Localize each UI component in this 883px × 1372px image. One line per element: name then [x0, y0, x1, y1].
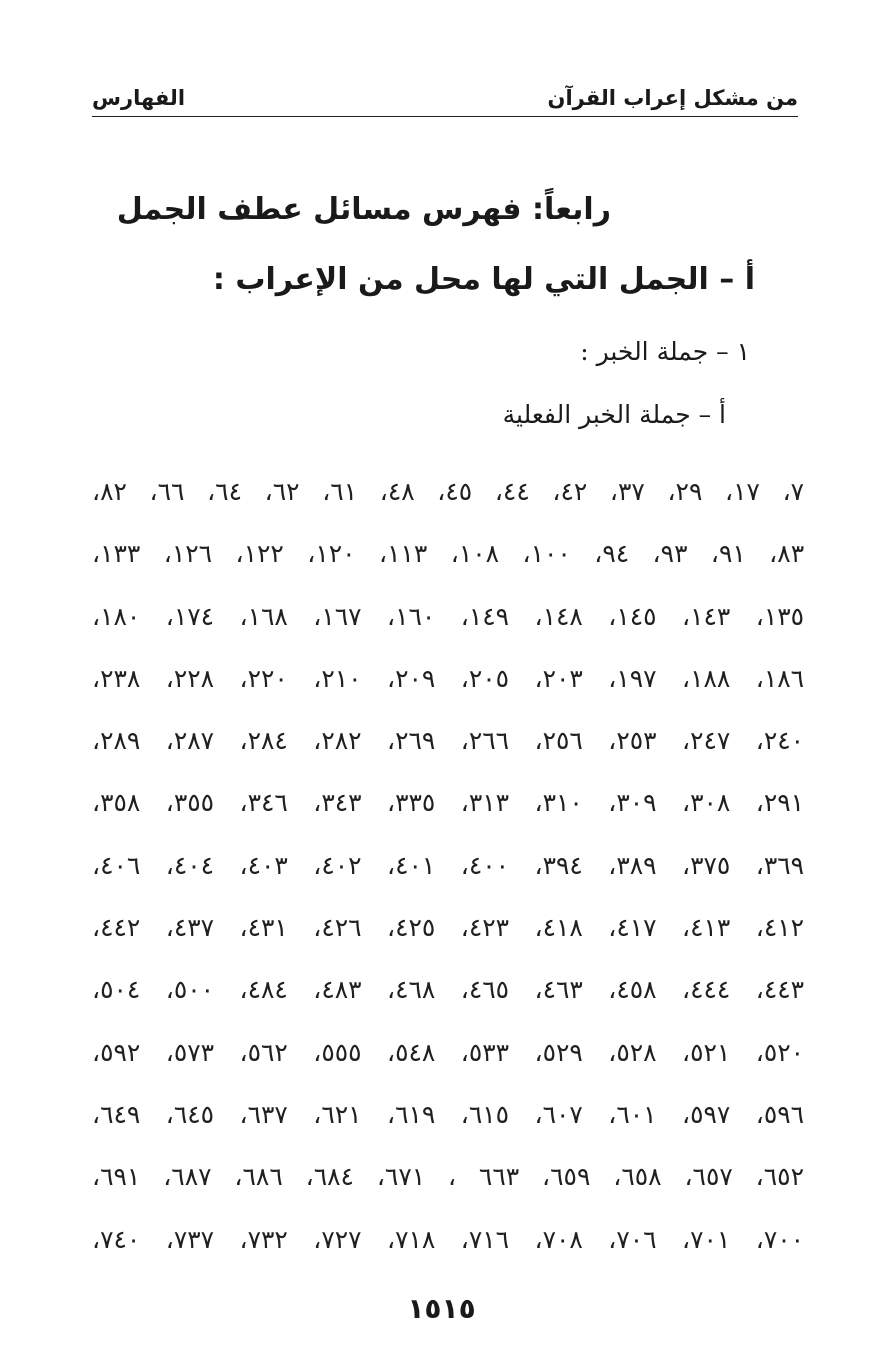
reference-line: ٤١٢، ٤١٣، ٤١٧، ٤١٨، ٤٢٣، ٤٢٥، ٤٢٦، ٤٣١، ٤٣٧، ٤٤٢، [92, 913, 805, 943]
reference-line: ٣٦٩، ٣٧٥، ٣٨٩، ٣٩٤، ٤٠٠، ٤٠١، ٤٠٢، ٤٠٣، ٤٠٤، ٤٠٦، [92, 850, 805, 880]
reference-line: ٧، ١٧، ٢٩، ٣٧، ٤٢، ٤٤، ٤٥، ٤٨، ٦١، ٦٢، ٦٤، ٦٦، ٨٢، [92, 477, 805, 506]
reference-line: ٨٣، ٩١، ٩٣، ٩٤، ١٠٠، ١٠٨، ١١٣، ١٢٠، ١٢٢، ١٢٦، ١٣٣، [92, 539, 805, 569]
chapter-title-header: الفهارس [92, 86, 186, 110]
section-title: رابعاً: فهرس مسائل عطف الجمل [116, 192, 611, 227]
subsection-title: أ – الجمل التي لها محل من الإعراب : [212, 262, 755, 297]
reference-line: ٥٢٠، ٥٢١، ٥٢٨، ٥٢٩، ٥٣٣، ٥٤٨، ٥٥٥، ٥٦٢، ٥٧٣، ٥٩٢، [92, 1037, 805, 1067]
reference-line: ٦٥٢، ٦٥٧، ٦٥٨، ٦٥٩، ٦٦٣ ، ٦٧١، ٦٨٤، ٦٨٦، ٦٨٧، ٦٩١، [92, 1162, 805, 1192]
running-header [92, 82, 798, 117]
reference-line: ٧٠٠، ٧٠١، ٧٠٦، ٧٠٨، ٧١٦، ٧١٨، ٧٢٧، ٧٣٢، ٧٣٧، ٧٤٠، [92, 1224, 805, 1254]
reference-line: ٥٩٦، ٥٩٧، ٦٠١، ٦٠٧، ٦١٥، ٦١٩، ٦٢١، ٦٣٧، ٦٤٥، ٦٤٩، [92, 1099, 805, 1129]
book-title-header: من مشكل إعراب القرآن [547, 86, 798, 110]
item-title: ١ – جملة الخبر : [580, 337, 750, 366]
subitem-title: أ – جملة الخبر الفعلية [502, 400, 726, 429]
reference-line: ١٣٥، ١٤٣، ١٤٥، ١٤٨، ١٤٩، ١٦٠، ١٦٧، ١٦٨، ١٧٤، ١٨٠، [92, 601, 805, 631]
reference-line: ٢٤٠، ٢٤٧، ٢٥٣، ٢٥٦، ٢٦٦، ٢٦٩، ٢٨٢، ٢٨٤، ٢٨٧، ٢٨٩، [92, 726, 805, 756]
page-number: ١٥١٥ [407, 1292, 476, 1325]
reference-line: ٤٤٣، ٤٤٤، ٤٥٨، ٤٦٣، ٤٦٥، ٤٦٨، ٤٨٣، ٤٨٤، ٥٠٠، ٥٠٤، [92, 975, 805, 1005]
page-reference-list [92, 466, 804, 1276]
reference-line: ١٨٦، ١٨٨، ١٩٧، ٢٠٣، ٢٠٥، ٢٠٩، ٢١٠، ٢٢٠، ٢٢٨، ٢٣٨، [92, 663, 805, 693]
reference-line: ٢٩١، ٣٠٨، ٣٠٩، ٣١٠، ٣١٣، ٣٣٥، ٣٤٣، ٣٤٦، ٣٥٥، ٣٥٨، [92, 788, 805, 818]
